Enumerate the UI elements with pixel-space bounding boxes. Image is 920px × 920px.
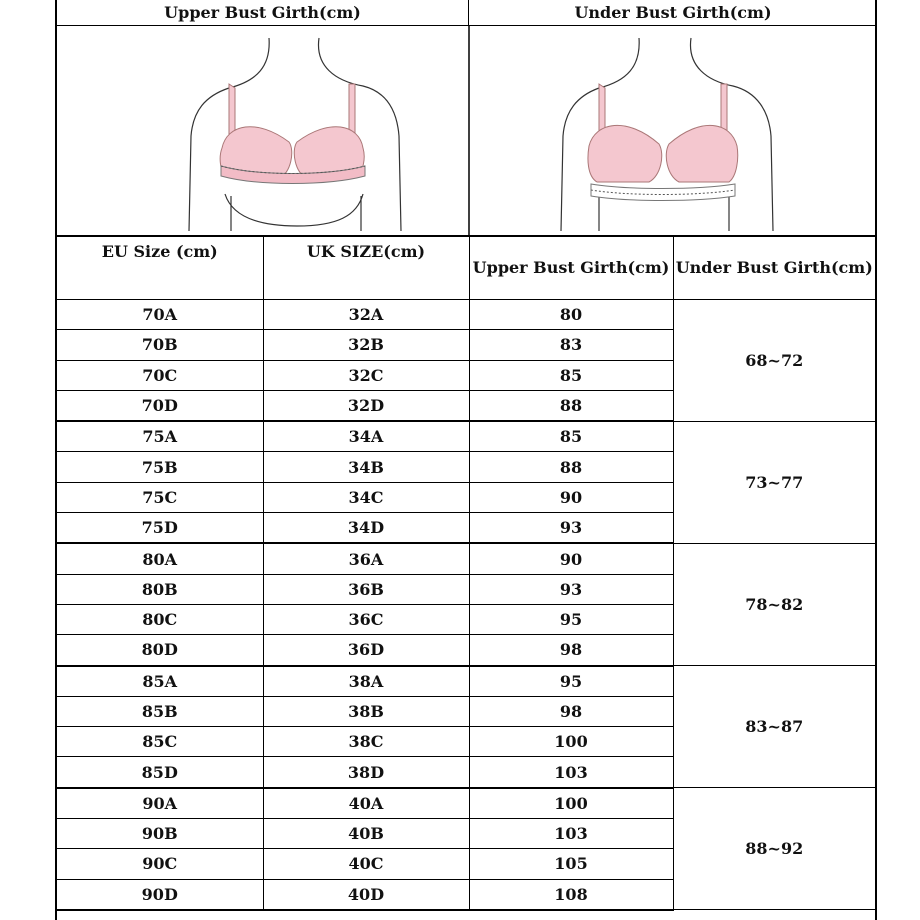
cell-upper: 95	[469, 666, 673, 697]
cell-eu: 80C	[57, 604, 263, 634]
cell-uk: 34A	[263, 421, 469, 452]
cell-eu: 90A	[57, 788, 263, 819]
cell-eu: 75D	[57, 513, 263, 544]
cell-upper: 100	[469, 788, 673, 819]
cell-uk: 32D	[263, 390, 469, 421]
cell-uk: 38B	[263, 696, 469, 726]
cell-upper: 93	[469, 513, 673, 544]
cell-uk: 32B	[263, 330, 469, 360]
cell-uk: 40B	[263, 819, 469, 849]
cell-uk: 40C	[263, 849, 469, 879]
table-row	[57, 543, 875, 574]
cell-uk: 36A	[263, 543, 469, 574]
cell-eu: 70B	[57, 330, 263, 360]
cell-upper: 100	[469, 727, 673, 757]
cell-eu: 70A	[57, 300, 263, 330]
cell-eu: 85A	[57, 666, 263, 697]
cell-eu: 85C	[57, 727, 263, 757]
upper-bust-header: Upper Bust Girth(cm)	[57, 0, 469, 26]
size-chart	[55, 0, 877, 920]
cell-upper: 98	[469, 635, 673, 666]
bra-under-bust-icon	[561, 38, 773, 231]
bra-left-cups	[220, 84, 365, 184]
cell-eu: 85B	[57, 696, 263, 726]
cell-upper: 105	[469, 849, 673, 879]
cell-uk: 40A	[263, 788, 469, 819]
col-uk-size: UK SIZE(cm)	[263, 237, 469, 300]
illustration-svg	[57, 26, 875, 236]
cell-uk: 36C	[263, 604, 469, 634]
cell-upper: 103	[469, 757, 673, 788]
cell-upper: 90	[469, 543, 673, 574]
cell-under-bust-range: 83~87	[673, 666, 875, 788]
cell-upper: 85	[469, 360, 673, 390]
cell-upper: 85	[469, 421, 673, 452]
col-eu-size: EU Size (cm)	[57, 237, 263, 300]
cell-eu: 90C	[57, 849, 263, 879]
size-table	[57, 236, 875, 911]
cell-eu: 75C	[57, 482, 263, 512]
cell-uk: 38A	[263, 666, 469, 697]
cell-under-bust-range: 68~72	[673, 300, 875, 422]
table-row	[57, 421, 875, 452]
col-under-bust: Under Bust Girth(cm)	[673, 237, 875, 300]
cell-under-bust-range: 73~77	[673, 421, 875, 543]
cell-upper: 88	[469, 390, 673, 421]
cell-upper: 108	[469, 879, 673, 910]
table-row	[57, 788, 875, 819]
cell-upper: 95	[469, 604, 673, 634]
cell-upper: 80	[469, 300, 673, 330]
cell-eu: 70D	[57, 390, 263, 421]
table-header-row	[57, 237, 875, 300]
illustration-row	[57, 26, 875, 236]
table-row	[57, 300, 875, 330]
cell-uk: 36B	[263, 574, 469, 604]
cell-upper: 98	[469, 696, 673, 726]
table-row	[57, 666, 875, 697]
cell-eu: 90D	[57, 879, 263, 910]
bra-upper-bust-icon	[189, 38, 401, 231]
cell-eu: 70C	[57, 360, 263, 390]
cell-uk: 32C	[263, 360, 469, 390]
col-upper-bust: Upper Bust Girth(cm)	[469, 237, 673, 300]
cell-under-bust-range: 78~82	[673, 543, 875, 665]
cell-eu: 80D	[57, 635, 263, 666]
cell-upper: 93	[469, 574, 673, 604]
cell-uk: 34B	[263, 452, 469, 482]
cell-eu: 80A	[57, 543, 263, 574]
cell-upper: 88	[469, 452, 673, 482]
cell-uk: 40D	[263, 879, 469, 910]
cell-uk: 34D	[263, 513, 469, 544]
table-body	[57, 300, 875, 910]
cell-uk: 32A	[263, 300, 469, 330]
cell-uk: 36D	[263, 635, 469, 666]
bra-right-cups	[588, 84, 738, 201]
cell-eu: 75B	[57, 452, 263, 482]
under-bust-header: Under Bust Girth(cm)	[469, 0, 877, 26]
cell-eu: 85D	[57, 757, 263, 788]
cell-uk: 38C	[263, 727, 469, 757]
cell-upper: 103	[469, 819, 673, 849]
cell-eu: 90B	[57, 819, 263, 849]
cell-upper: 90	[469, 482, 673, 512]
cell-eu: 75A	[57, 421, 263, 452]
cell-upper: 83	[469, 330, 673, 360]
cell-uk: 34C	[263, 482, 469, 512]
cell-uk: 38D	[263, 757, 469, 788]
cell-eu: 80B	[57, 574, 263, 604]
cell-under-bust-range: 88~92	[673, 788, 875, 910]
